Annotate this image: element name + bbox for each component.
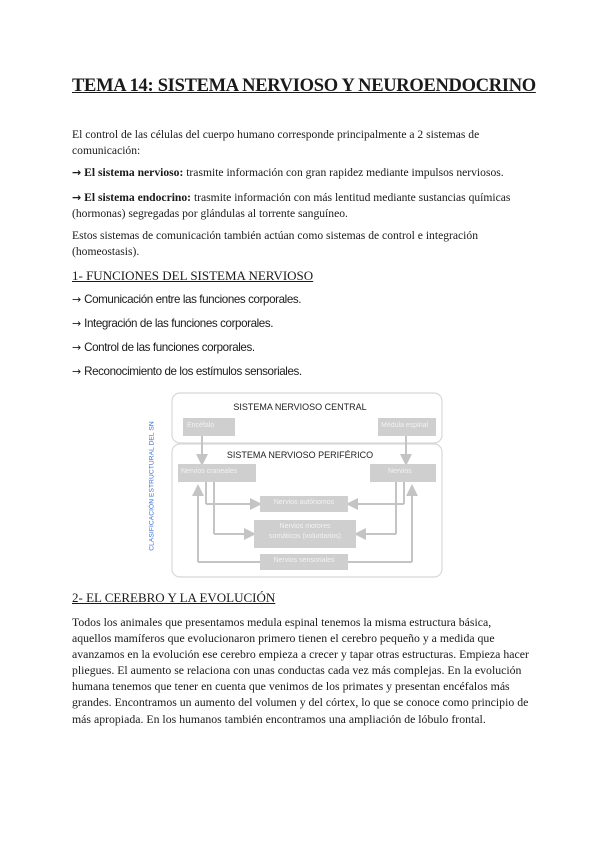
- system-nervioso-text: trasmite información con gran rapidez mediante impulsos nerviosos.: [183, 166, 504, 179]
- list-item: [72, 293, 301, 306]
- section2-heading: 2- EL CEREBRO Y LA EVOLUCIÓN: [72, 590, 276, 605]
- section2-paragraph: Todos los animales que presentamos medula espinal tenemos la misma estructura básica, aquellos mamíferos que evolucionaron primero tienen el cerebro pequeño y a medida que avanzamos en la evolución ese cerebro empieza a crecer y tapar otras estructuras. Empieza hacer pliegues. El aumento se relaciona con unas conductas cada vez más complejas. En la evolución humana tenemos que tener en cuenta que venimos de los primates y presentan encéfalos más grandes. Encontramos un aumento del volumen y del córtex, lo que se conoce como principio de más apropiada. En los humanos también encontramos una ampliación de lóbulo frontal.: [72, 615, 529, 726]
- integration-paragraph: Estos sistemas de comunicación también actúan como sistemas de control e integración (homeostasis).: [72, 229, 478, 258]
- nervios-label: Nervios: [388, 468, 412, 475]
- diagram-side-label: CLASIFICACIÓN ESTRUCTURAL DEL SN: [148, 421, 156, 551]
- list-item: [72, 341, 255, 354]
- list-item: [72, 317, 273, 330]
- list-item-text: Comunicación entre las funciones corporales.: [84, 293, 302, 306]
- autonomos-label: Nervios autónomos: [273, 499, 335, 506]
- arrow-icon: →: [72, 191, 82, 204]
- encefalo-label: Encéfalo: [187, 422, 215, 429]
- system-nervioso-name: El sistema nervioso:: [84, 166, 184, 179]
- peripheral-title: SISTEMA NERVIOSO PERIFÉRICO: [226, 450, 374, 460]
- list-item: [72, 365, 302, 378]
- system-nervioso-paragraph: [72, 165, 534, 181]
- nervous-system-diagram: [150, 388, 450, 580]
- motores-label-1: Nervios motores: [279, 523, 331, 530]
- list-item-text: Integración de las funciones corporales.: [84, 317, 274, 330]
- arrow-icon: →: [72, 166, 82, 179]
- sensoriales-label: Nervios sensoriales: [273, 557, 335, 564]
- central-title: SISTEMA NERVIOSO CENTRAL: [233, 402, 367, 412]
- system-endocrino-text: trasmite información con más lentitud mediante sustancias químicas (hormonas) segregadas por glándulas al torrente sanguíneo.: [72, 191, 511, 220]
- motores-label-2: somáticos (voluntarios): [269, 533, 341, 540]
- medula-label: Médula espinal: [381, 422, 429, 429]
- system-endocrino-name: El sistema endocrino:: [84, 191, 192, 204]
- arrow-icon: →: [72, 317, 82, 330]
- intro-paragraph: El control de las células del cuerpo humano corresponde principalmente a 2 sistemas de comunicación:: [72, 128, 480, 157]
- section1-heading: 1- FUNCIONES DEL SISTEMA NERVIOSO: [72, 268, 314, 283]
- arrow-icon: →: [72, 293, 82, 306]
- arrow-icon: →: [72, 341, 82, 354]
- diagram-graphics: [150, 388, 450, 580]
- list-item-text: Control de las funciones corporales.: [84, 341, 255, 354]
- list-item-text: Reconocimiento de los estímulos sensoriales.: [84, 365, 302, 378]
- craneales-label: Nervios craneales: [181, 468, 238, 475]
- page-title: TEMA 14: SISTEMA NERVIOSO Y NEUROENDOCRINO: [72, 76, 536, 96]
- system-endocrino-paragraph: [72, 190, 534, 222]
- arrow-icon: →: [72, 365, 82, 378]
